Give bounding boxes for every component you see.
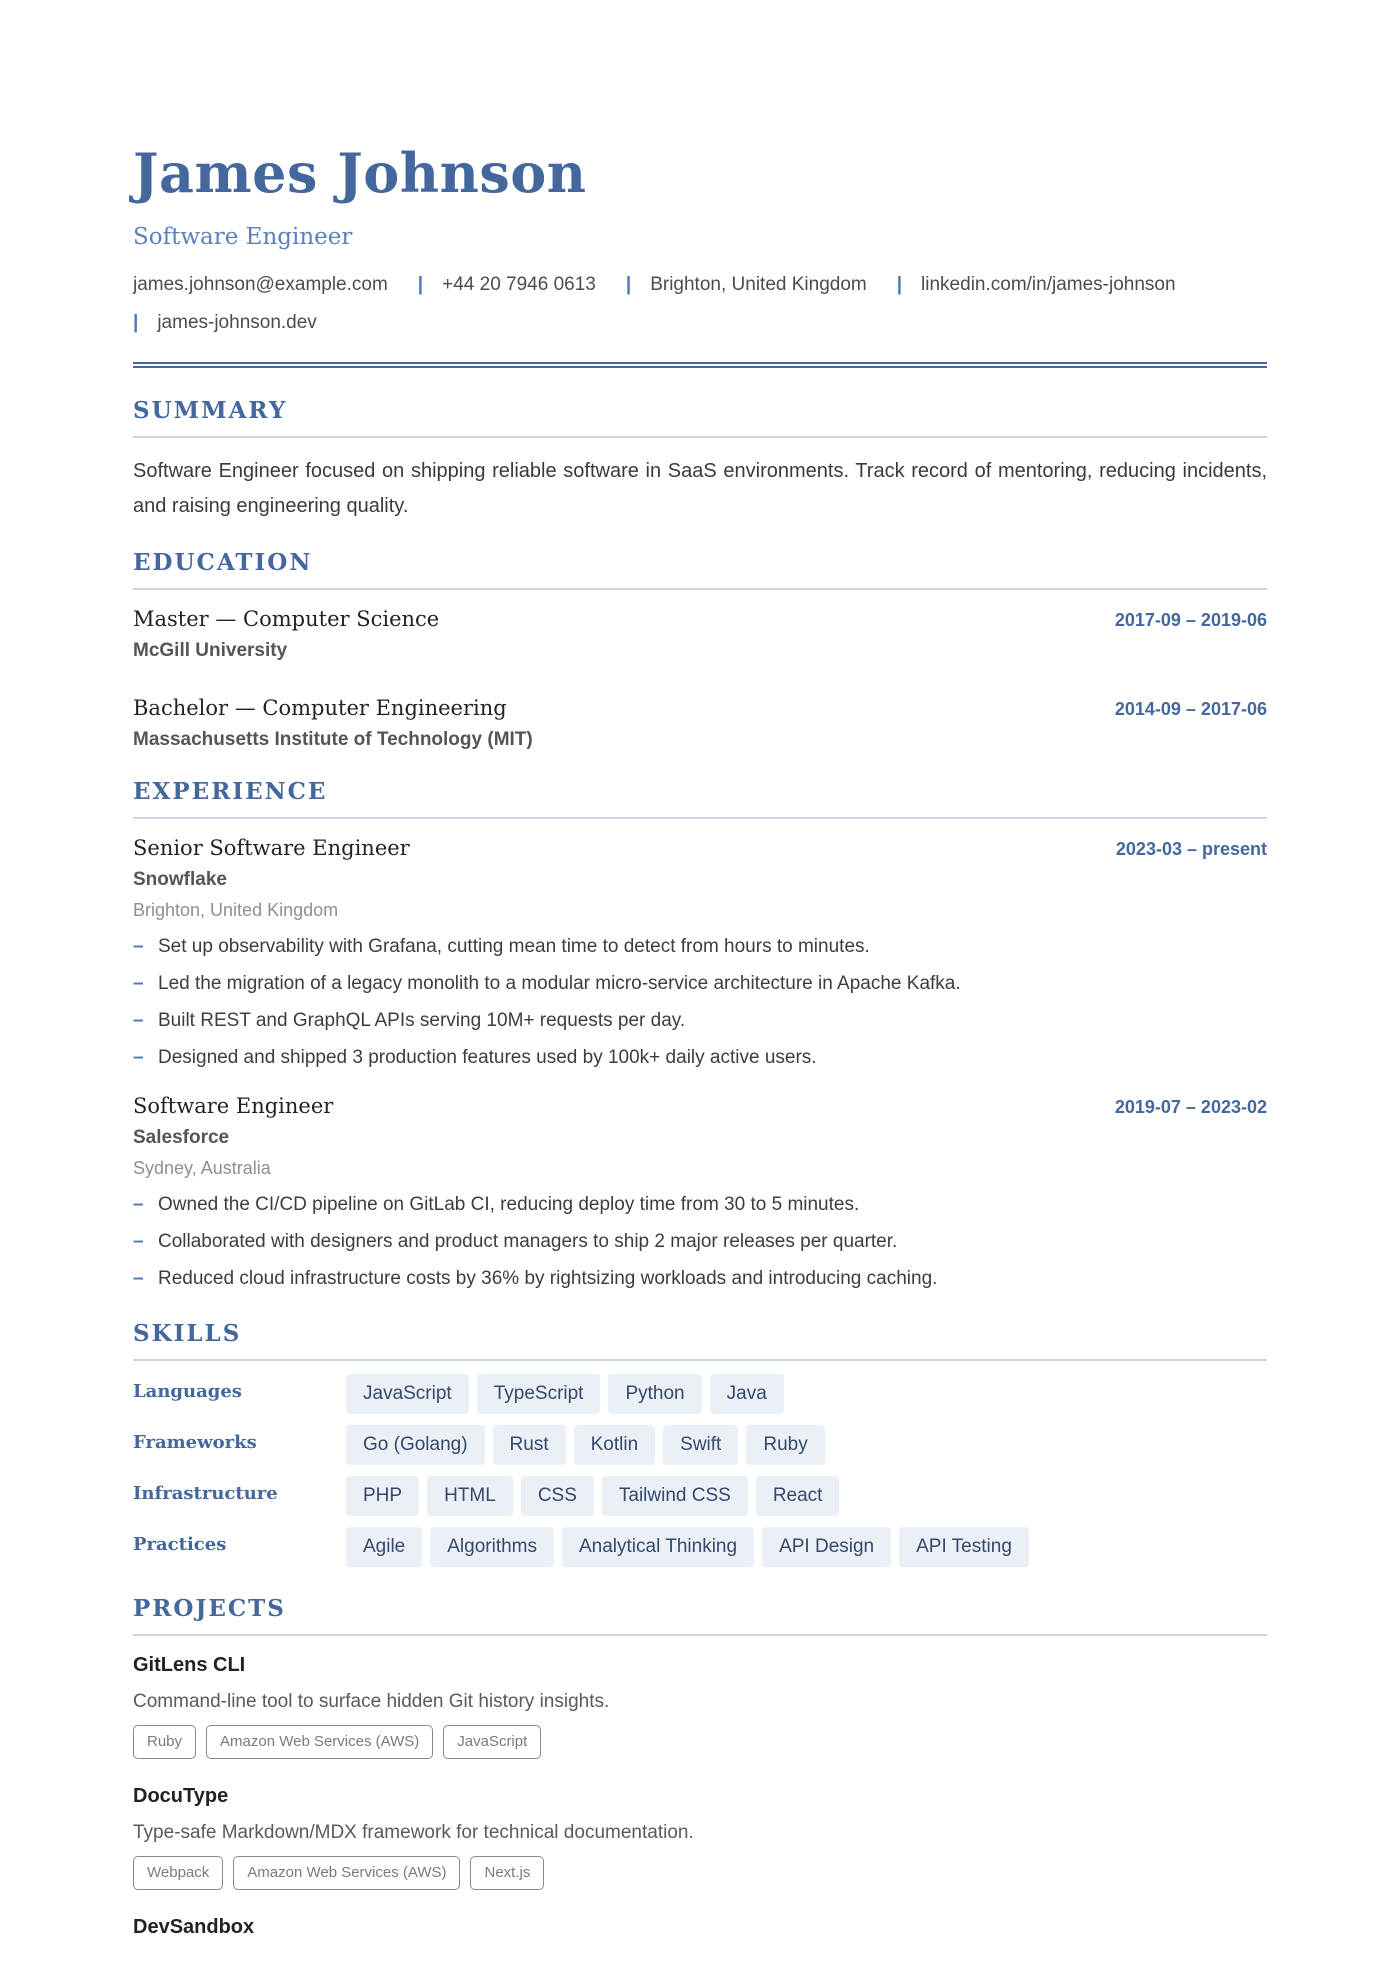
summary-section	[133, 396, 1267, 524]
section-title-education: EDUCATION	[133, 549, 313, 576]
education-section	[133, 548, 1267, 755]
summary-text: Software Engineer focused on shipping reliable software in SaaS environments. Track record of mentoring, reducing incidents, and raising engineering quality.	[133, 460, 1267, 517]
project-entry	[133, 1912, 1267, 1942]
skill-row-practices	[133, 1527, 1267, 1567]
skill-chip: Kotlin	[574, 1425, 656, 1465]
skill-chip: CSS	[521, 1476, 594, 1516]
contact-line	[133, 266, 1267, 342]
skill-chip: API Design	[762, 1527, 891, 1567]
section-divider	[133, 436, 1267, 438]
education-entry	[133, 604, 1267, 666]
section-divider	[133, 1359, 1267, 1361]
project-description: Command-line tool to surface hidden Git history insights.	[133, 1691, 610, 1712]
bullet-dash: –	[133, 1194, 144, 1215]
skill-chip: API Testing	[899, 1527, 1029, 1567]
degree-title: Bachelor — Computer Engineering	[133, 696, 507, 720]
contact-separator: |	[625, 274, 632, 295]
skill-category: Languages	[133, 1381, 242, 1402]
skill-row-frameworks	[133, 1425, 1267, 1465]
resume-header	[133, 140, 1267, 368]
contact-website[interactable]: james-johnson.dev	[157, 312, 317, 333]
project-entry	[133, 1650, 1267, 1759]
tech-tag: Webpack	[133, 1856, 223, 1890]
bullet-dash: –	[133, 973, 144, 994]
degree-title: Master — Computer Science	[133, 607, 440, 631]
bullet-dash: –	[133, 1047, 144, 1068]
skill-chip: Java	[710, 1374, 784, 1414]
experience-section	[133, 777, 1267, 1297]
experience-entry	[133, 1091, 1267, 1297]
job-dates: 2023-03 – present	[1115, 839, 1267, 859]
achievement-list	[133, 1186, 1267, 1297]
achievement-list	[133, 928, 1267, 1076]
skill-row-languages	[133, 1374, 1267, 1414]
section-title-summary: SUMMARY	[133, 397, 288, 424]
job-title: Senior Software Engineer	[133, 836, 410, 860]
contact-separator: |	[133, 312, 139, 333]
tech-tag: Ruby	[133, 1725, 196, 1759]
achievement-item: – Set up observability with Grafana, cutting mean time to detect from hours to minutes.	[133, 928, 1267, 965]
achievement-item: – Collaborated with designers and product managers to ship 2 major releases per quarter.	[133, 1223, 1267, 1260]
contact-email[interactable]: james.johnson@example.com	[133, 274, 388, 295]
skill-chip: Go (Golang)	[346, 1425, 485, 1465]
section-divider	[133, 817, 1267, 819]
job-location: Brighton, United Kingdom	[133, 900, 339, 920]
project-entry	[133, 1781, 1267, 1890]
education-entry	[133, 693, 1267, 755]
skill-category: Frameworks	[133, 1432, 257, 1453]
achievement-item: – Designed and shipped 3 production features used by 100k+ daily active users.	[133, 1039, 1267, 1076]
contact-separator: |	[417, 274, 424, 295]
bullet-dash: –	[133, 936, 144, 957]
company-name: Salesforce	[133, 1127, 230, 1148]
school-name: Massachusetts Institute of Technology (MIT)	[133, 729, 533, 750]
skill-chip: PHP	[346, 1476, 419, 1516]
contact-location: Brighton, United Kingdom	[650, 274, 867, 295]
education-dates: 2014-09 – 2017-06	[1114, 699, 1267, 719]
project-name: DocuType	[133, 1785, 229, 1807]
section-title-experience: EXPERIENCE	[133, 778, 328, 805]
skill-row-infrastructure	[133, 1476, 1267, 1516]
skill-chip: Ruby	[746, 1425, 824, 1465]
section-divider	[133, 588, 1267, 590]
contact-linkedin[interactable]: linkedin.com/in/james-johnson	[921, 274, 1176, 295]
skill-chip: Python	[608, 1374, 701, 1414]
bullet-dash: –	[133, 1231, 144, 1252]
skill-chip: TypeScript	[477, 1374, 601, 1414]
skill-chip: React	[756, 1476, 840, 1516]
skills-section	[133, 1319, 1267, 1567]
achievement-item: – Built REST and GraphQL APIs serving 10M+ requests per day.	[133, 1002, 1267, 1039]
skill-chip: HTML	[427, 1476, 513, 1516]
skill-chip: Agile	[346, 1527, 422, 1567]
experience-entry	[133, 833, 1267, 1076]
job-title: Software Engineer	[133, 1094, 334, 1118]
company-name: Snowflake	[133, 869, 227, 890]
job-dates: 2019-07 – 2023-02	[1114, 1097, 1267, 1117]
project-description: Type-safe Markdown/MDX framework for technical documentation.	[133, 1822, 694, 1843]
candidate-role: Software Engineer	[133, 224, 353, 250]
school-name: McGill University	[133, 640, 288, 661]
skill-chip: Swift	[663, 1425, 738, 1465]
contact-separator: |	[896, 274, 903, 295]
achievement-item: – Owned the CI/CD pipeline on GitLab CI, reducing deploy time from 30 to 5 minutes.	[133, 1186, 1267, 1223]
section-title-projects: PROJECTS	[133, 1595, 286, 1622]
tech-tag: Amazon Web Services (AWS)	[206, 1725, 433, 1759]
skill-chip: Tailwind CSS	[602, 1476, 748, 1516]
candidate-name: James Johnson	[133, 141, 587, 205]
bullet-dash: –	[133, 1268, 144, 1289]
header-divider	[133, 362, 1267, 368]
skill-chip: Algorithms	[430, 1527, 554, 1567]
skill-category: Infrastructure	[133, 1483, 278, 1504]
contact-phone[interactable]: +44 20 7946 0613	[442, 274, 596, 295]
job-location: Sydney, Australia	[133, 1158, 271, 1178]
skill-category: Practices	[133, 1534, 227, 1555]
achievement-item: – Reduced cloud infrastructure costs by 36% by rightsizing workloads and introducing caching.	[133, 1260, 1267, 1297]
bullet-dash: –	[133, 1010, 144, 1031]
projects-section	[133, 1594, 1267, 1942]
section-divider	[133, 1634, 1267, 1636]
tech-tag: JavaScript	[443, 1725, 541, 1759]
achievement-item: – Led the migration of a legacy monolith to a modular micro-service architecture in Apache Kafka.	[133, 965, 1267, 1002]
education-dates: 2017-09 – 2019-06	[1114, 610, 1267, 630]
tech-tag: Next.js	[470, 1856, 544, 1890]
skill-chip: JavaScript	[346, 1374, 469, 1414]
skill-chip: Rust	[493, 1425, 566, 1465]
section-title-skills: SKILLS	[133, 1320, 242, 1347]
skill-chip: Analytical Thinking	[562, 1527, 754, 1567]
tech-tag: Amazon Web Services (AWS)	[233, 1856, 460, 1890]
project-name: GitLens CLI	[133, 1654, 246, 1676]
project-name: DevSandbox	[133, 1916, 255, 1938]
